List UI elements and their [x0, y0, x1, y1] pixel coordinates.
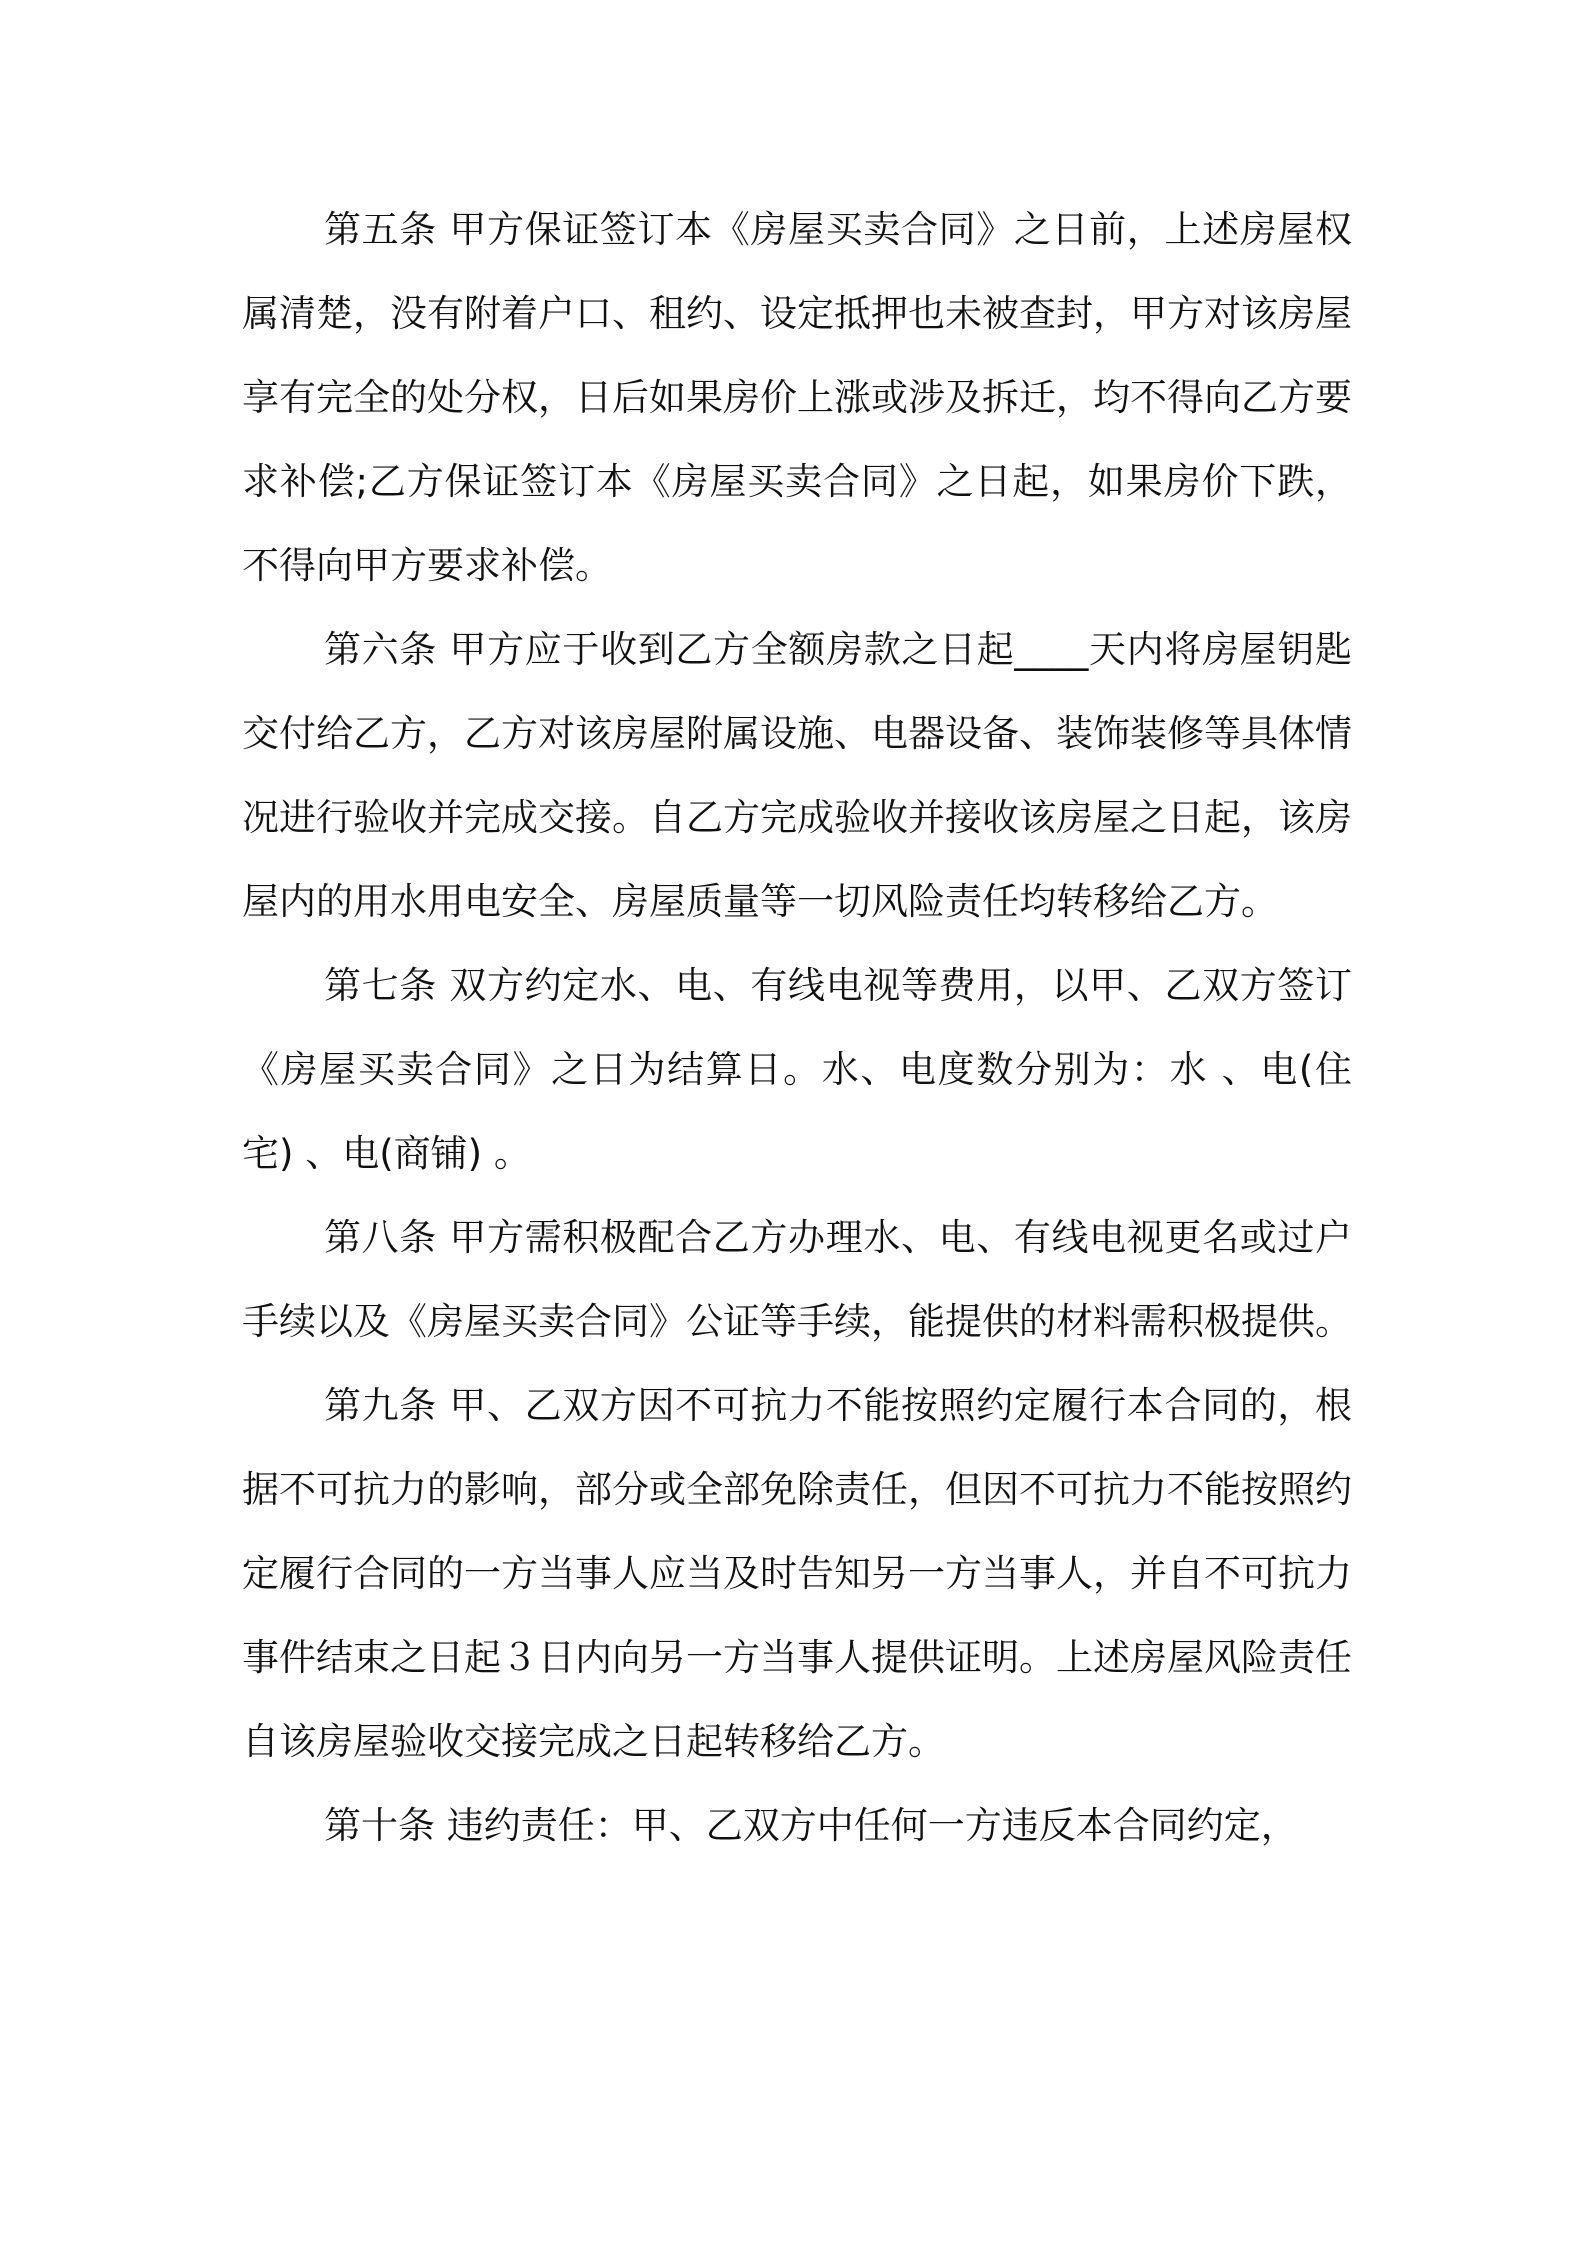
article-8-paragraph: 第八条 甲方需积极配合乙方办理水、电、有线电视更名或过户手续以及《房屋买卖合同》公证等手续，能提供的材料需积极提供。: [242, 1216, 1352, 1343]
document-page: [242, 188, 1352, 1868]
article-5-paragraph: 第五条 甲方保证签订本《房屋买卖合同》之日前，上述房屋权属清楚，没有附着户口、租约、设定抵押也未被查封，甲方对该房屋享有完全的处分权，日后如果房价上涨或涉及拆迁，均不得向乙方要求补偿;乙方保证签订本《房屋买卖合同》之日起，如果房价下跌，不得向甲方要求补偿。: [242, 208, 1352, 587]
article-6-paragraph: 第六条 甲方应于收到乙方全额房款之日起____天内将房屋钥匙交付给乙方，乙方对该房屋附属设施、电器设备、装饰装修等具体情况进行验收并完成交接。自乙方完成验收并接收该房屋之日起，该房屋内的用水用电安全、房屋质量等一切风险责任均转移给乙方。: [242, 628, 1352, 923]
article-10-paragraph: 第十条 违约责任：甲、乙双方中任何一方违反本合同约定，: [324, 1804, 1298, 1847]
article-7-paragraph: 第七条 双方约定水、电、有线电视等费用，以甲、乙双方签订《房屋买卖合同》之日为结算日。水、电度数分别为：水 、电(住宅) 、电(商铺) 。: [242, 964, 1352, 1175]
article-9-paragraph: 第九条 甲、乙双方因不可抗力不能按照约定履行本合同的，根据不可抗力的影响，部分或全部免除责任，但因不可抗力不能按照约定履行合同的一方当事人应当及时告知另一方当事人，并自不可抗力事件结束之日起３日内向另一方当事人提供证明。上述房屋风险责任自该房屋验收交接完成之日起转移给乙方。: [242, 1384, 1352, 1763]
